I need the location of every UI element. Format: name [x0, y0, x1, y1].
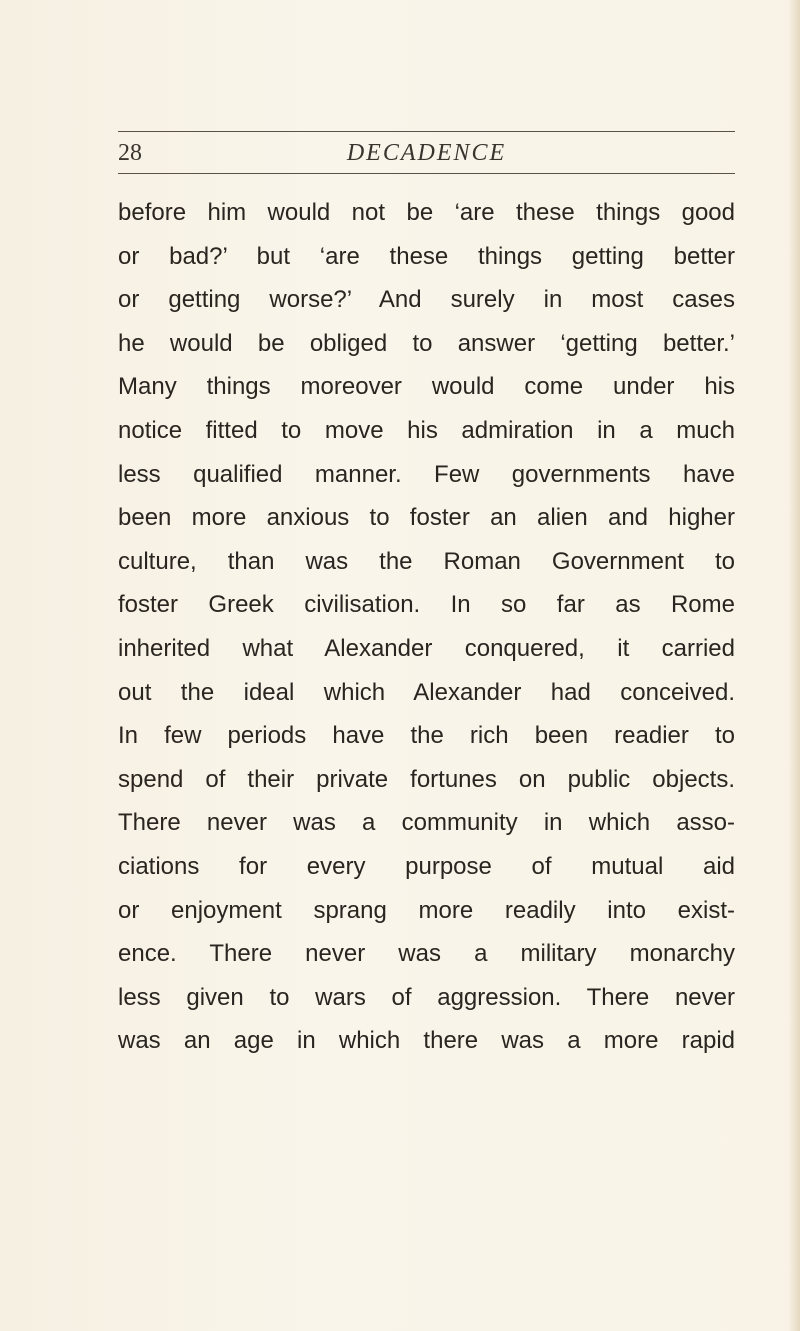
text-line: less given to wars of aggression. There never [118, 983, 735, 1011]
page-edge-shadow [788, 0, 800, 1331]
text-line: been more anxious to foster an alien and higher [118, 504, 735, 532]
text-line: There never was a community in which asso- [118, 809, 735, 837]
text-line: inherited what Alexander conquered, it carried [118, 634, 735, 662]
text-line: ciations for every purpose of mutual aid [118, 852, 735, 880]
header-rule-top [118, 131, 735, 132]
text-line: before him would not be ‘are these things good [118, 199, 735, 226]
text-line: In few periods have the rich been readier to [118, 722, 735, 750]
text-line: less qualified manner. Few governments have [118, 460, 735, 488]
text-line: culture, than was the Roman Government to [118, 547, 735, 575]
text-line: ence. There never was a military monarchy [118, 940, 735, 968]
header-rule-bottom [118, 173, 735, 174]
text-line: spend of their private fortunes on public objects. [118, 765, 735, 793]
text-line: Many things moreover would come under his [118, 373, 735, 401]
page-header [118, 138, 735, 170]
body-text [118, 191, 735, 1063]
page-number: 28 [118, 140, 142, 166]
text-line: out the ideal which Alexander had conceived. [118, 678, 735, 706]
running-head: DECADENCE [346, 140, 507, 166]
text-line: notice fitted to move his admiration in a much [118, 416, 735, 444]
text-line: or getting worse?’ And surely in most cases [118, 286, 735, 314]
text-line: foster Greek civilisation. In so far as Rome [118, 591, 735, 619]
text-line: or bad?’ but ‘are these things getting better [118, 242, 735, 270]
text-line: he would be obliged to answer ‘getting better.’ [118, 329, 735, 357]
text-line: was an age in which there was a more rapid [118, 1027, 735, 1055]
text-line: or enjoyment sprang more readily into exist- [118, 896, 735, 924]
